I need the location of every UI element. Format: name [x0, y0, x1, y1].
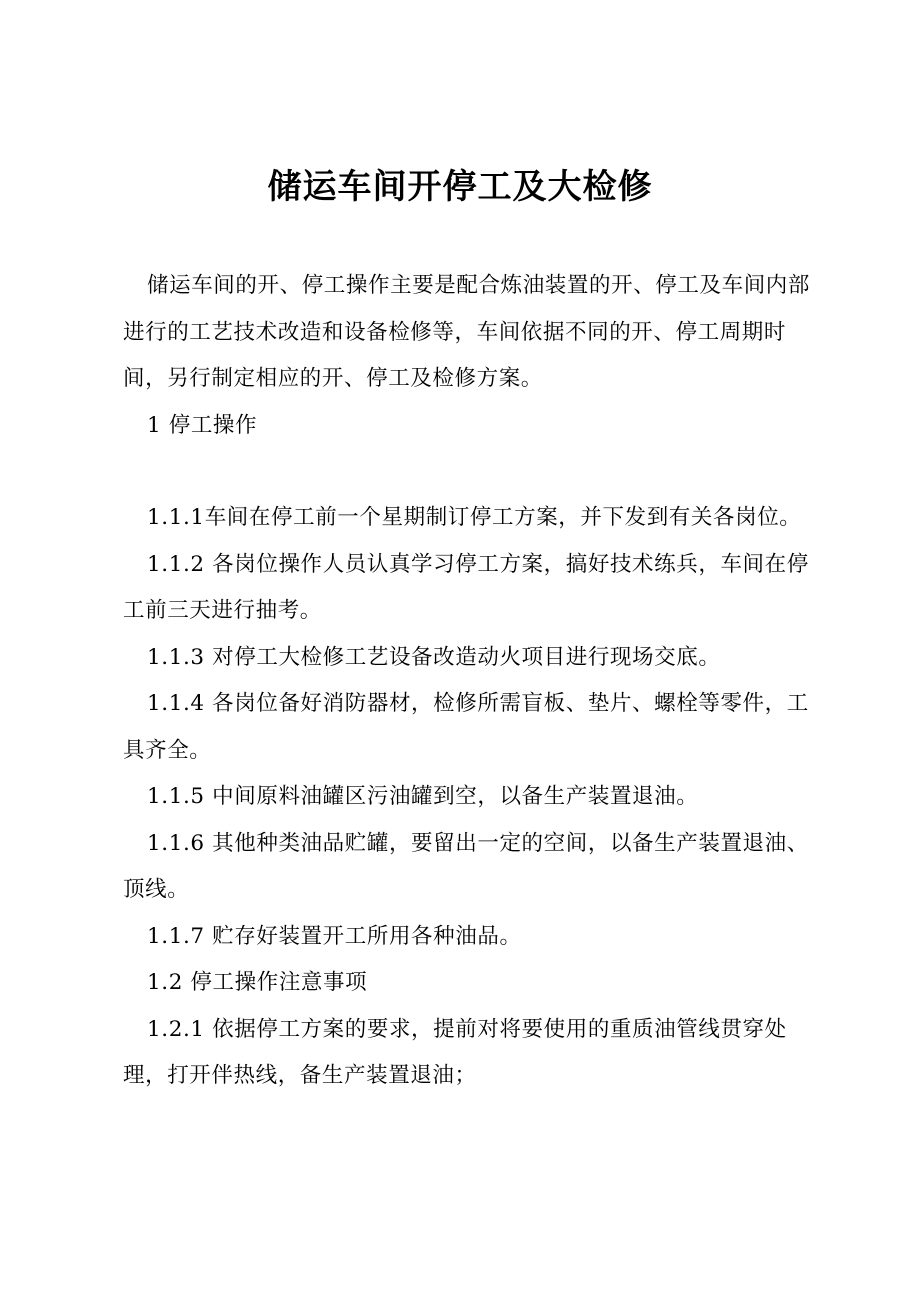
intro-paragraph: 储运车间的开、停工操作主要是配合炼油装置的开、停工及车间内部进行的工艺技术改造和设备检修等，车间依据不同的开、停工周期时间，另行制定相应的开、停工及检修方案。 [123, 273, 811, 391]
clause-1-1-1: 1.1.1车间在停工前一个星期制订停工方案，并下发到有关各岗位。 [147, 505, 802, 530]
document-body [123, 263, 823, 1100]
clause-1-1-5: 1.1.5 中间原料油罐区污油罐到空，以备生产装置退油。 [147, 784, 699, 809]
clause-1-1-4: 1.1.4 各岗位备好消防器材，检修所需盲板、垫片、螺栓等零件，工具齐全。 [123, 691, 809, 763]
clause-1-2-1: 1.2.1 依据停工方案的要求，提前对将要使用的重质油管线贯穿处理，打开伴热线，备生产装置退油； [123, 1016, 787, 1088]
document-title: 储运车间开停工及大检修 [267, 167, 653, 207]
clause-1-1-7: 1.1.7 贮存好装置开工所用各种油品。 [147, 923, 522, 949]
clause-1-1-6: 1.1.6 其他种类油品贮罐，要留出一定的空间，以备生产装置退油、顶线。 [123, 830, 809, 902]
clause-1-1-2: 1.1.2 各岗位操作人员认真学习停工方案，搞好技术练兵，车间在停工前三天进行抽考。 [123, 551, 809, 623]
section-heading-1: 1 停工操作 [147, 412, 258, 438]
section-heading-1-2: 1.2 停工操作注意事项 [147, 970, 368, 995]
clause-1-1-3: 1.1.3 对停工大检修工艺设备改造动火项目进行现场交底。 [147, 644, 721, 670]
